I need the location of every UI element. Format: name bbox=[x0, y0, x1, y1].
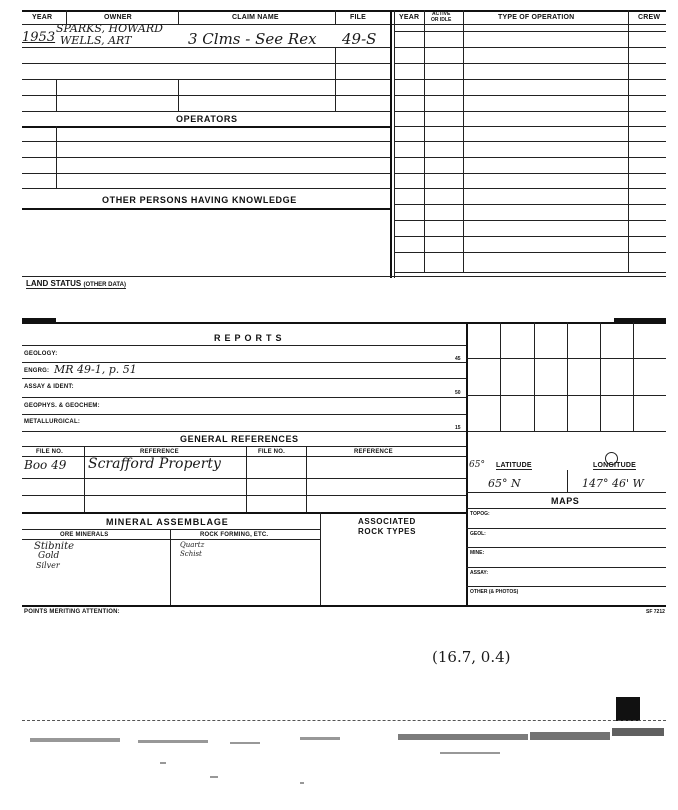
report-geophys-label: GEOPHYS. & GEOCHEM: bbox=[24, 403, 100, 409]
ore-minerals-header: ORE MINERALS bbox=[60, 532, 109, 538]
entry-claim-name: 3 Clms - See Rex bbox=[188, 30, 317, 48]
report-metallurgical-num: 15 bbox=[455, 425, 461, 431]
report-assay-label: ASSAY & IDENT: bbox=[24, 384, 74, 390]
general-references-title: GENERAL REFERENCES bbox=[180, 434, 299, 444]
header-crew: CREW bbox=[638, 14, 661, 21]
latitude-value: 65° N bbox=[488, 477, 521, 490]
operators-label: OPERATORS bbox=[176, 114, 238, 124]
ore-mineral-3: Silver bbox=[36, 561, 60, 570]
header-year-2: YEAR bbox=[399, 14, 420, 21]
ref-reference: Scrafford Property bbox=[88, 456, 221, 472]
longitude-value: 147° 46' W bbox=[582, 477, 644, 490]
header-owner: OWNER bbox=[104, 14, 132, 21]
ore-mineral-2: Gold bbox=[38, 551, 60, 561]
latitude-label: LATITUDE bbox=[496, 462, 532, 469]
land-status-title: LAND STATUS bbox=[26, 279, 82, 288]
lat-deg: 65° bbox=[469, 460, 485, 470]
points-meriting-label: POINTS MERITING ATTENTION: bbox=[24, 609, 120, 615]
rock-mineral-2: Schist bbox=[180, 550, 202, 558]
maps-title: MAPS bbox=[551, 496, 580, 506]
report-assay-num: 50 bbox=[455, 390, 461, 396]
report-geology-num: 45 bbox=[455, 356, 461, 362]
report-metallurgical-label: METALLURGICAL: bbox=[24, 419, 81, 425]
report-engrg-value: MR 49-1, p. 51 bbox=[54, 363, 137, 376]
other-persons-label: OTHER PERSONS HAVING KNOWLEDGE bbox=[102, 195, 297, 205]
associated-line2: ROCK TYPES bbox=[358, 527, 417, 536]
maps-other: OTHER (& PHOTOS) bbox=[470, 589, 519, 595]
land-status-label bbox=[26, 279, 126, 289]
header-claim-name: CLAIM NAME bbox=[232, 14, 279, 21]
header-reference-2: REFERENCE bbox=[354, 449, 393, 455]
entry-owner-line2: WELLS, ART bbox=[60, 34, 132, 47]
rock-forming-header: ROCK FORMING, ETC. bbox=[200, 532, 269, 538]
header-year: YEAR bbox=[32, 14, 53, 21]
report-geology-label: GEOLOGY: bbox=[24, 351, 58, 357]
reports-title: REPORTS bbox=[214, 333, 286, 343]
report-engrg-label: ENGRG: bbox=[24, 368, 50, 374]
ore-mineral-1: Stibnite bbox=[34, 541, 75, 552]
header-type-of-operation: TYPE OF OPERATION bbox=[498, 14, 575, 21]
header-file-no-2: FILE NO. bbox=[258, 449, 285, 455]
header-or-idle: OR IDLE bbox=[431, 17, 452, 23]
entry-file: 49-S bbox=[342, 30, 377, 48]
maps-mine: MINE: bbox=[470, 550, 485, 556]
header-file-no: FILE NO. bbox=[36, 449, 63, 455]
maps-assay: ASSAY: bbox=[470, 570, 489, 576]
maps-geol: GEOL: bbox=[470, 531, 486, 537]
associated-line1: ASSOCIATED bbox=[358, 517, 416, 526]
coordinate-annotation: (16.7, 0.4) bbox=[432, 648, 511, 666]
ref-file-no: Boo 49 bbox=[24, 458, 67, 472]
rock-mineral-1: Quartz bbox=[180, 541, 205, 549]
land-status-sub: (OTHER DATA) bbox=[83, 282, 126, 288]
longitude-label: LONGITUDE bbox=[593, 462, 637, 469]
form-number: SF 7212 bbox=[646, 609, 665, 615]
header-active: ACTIVE bbox=[432, 11, 451, 17]
header-reference: REFERENCE bbox=[140, 449, 179, 455]
entry-year: 1953 bbox=[22, 30, 56, 45]
mineral-assemblage-title: MINERAL ASSEMBLAGE bbox=[106, 517, 229, 527]
entry-owner-line1: SPARKS, HOWARD bbox=[56, 22, 163, 35]
maps-topog: TOPOG: bbox=[470, 511, 490, 517]
header-file: FILE bbox=[350, 14, 366, 21]
